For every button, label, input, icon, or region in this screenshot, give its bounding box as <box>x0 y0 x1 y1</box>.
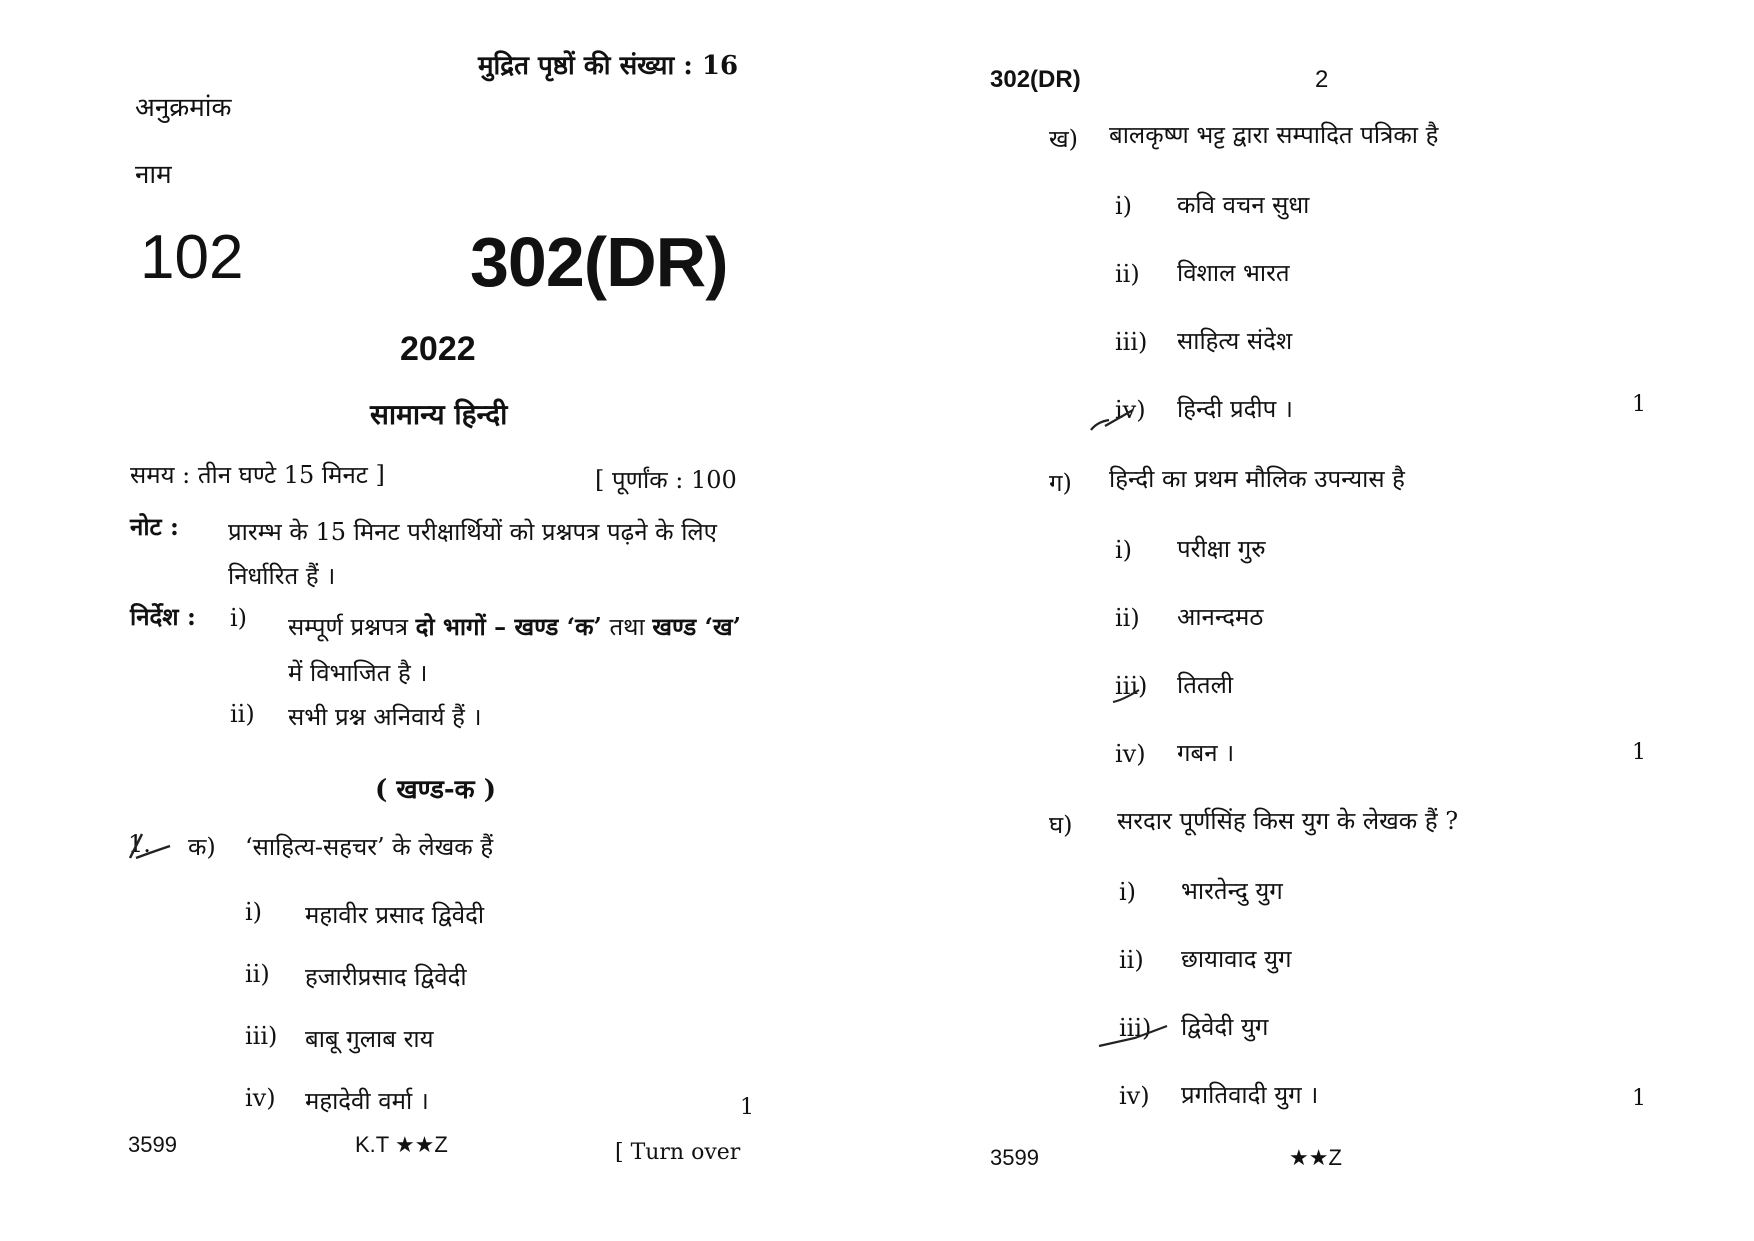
option-text: बाबू गुलाब राय <box>305 1025 434 1053</box>
option-text: प्रगतिवादी युग । <box>1181 1081 1319 1109</box>
option-text: गबन । <box>1177 739 1235 767</box>
question-text: सरदार पूर्णसिंह किस युग के लेखक हैं ? <box>1117 807 1459 835</box>
note-label: नोट : <box>130 512 179 541</box>
footer-code: 3599 <box>990 1145 1039 1170</box>
option-text: तितली <box>1177 671 1234 699</box>
pen-strike-mark <box>1087 400 1147 436</box>
pen-strike-mark <box>1095 1018 1175 1054</box>
option-number: iii) <box>1119 1014 1152 1042</box>
question-text: हिन्दी का प्रथम मौलिक उपन्यास है <box>1109 465 1405 493</box>
option-text: महादेवी वर्मा । <box>305 1087 429 1115</box>
question-mark: 1 <box>740 1095 754 1120</box>
question-text: बालकृष्ण भट्ट द्वारा सम्पादित पत्रिका है <box>1109 121 1439 149</box>
option-text: हिन्दी प्रदीप । <box>1177 395 1293 423</box>
option-text: परीक्षा गुरु <box>1177 535 1266 563</box>
footer-code: 3599 <box>128 1132 177 1157</box>
question-sub-label: क) <box>188 833 216 861</box>
pen-tick-mark <box>126 828 176 862</box>
right-page <box>877 0 1754 1241</box>
footer-series: ★★Z <box>1289 1145 1342 1170</box>
question-text: ‘साहित्य-सहचर’ के लेखक हैं <box>245 833 494 861</box>
note-text: प्रारम्भ के 15 मिनट परीक्षार्थियों को प्रश्नपत्र पढ़ने के लिए निर्धारित हैं । <box>228 518 717 590</box>
direction-2-number: ii) <box>230 700 255 728</box>
option-number: i) <box>1119 878 1137 906</box>
direction-2-text: सभी प्रश्न अनिवार्य हैं । <box>288 703 482 731</box>
exam-time: समय : तीन घण्टे 15 मिनट ] <box>130 461 385 489</box>
option-number: i) <box>1115 536 1133 564</box>
directions-label: निर्देश : <box>130 602 196 631</box>
option-number: iv) <box>245 1084 276 1112</box>
header-paper-code: 302(DR) <box>990 66 1081 93</box>
name-label: नाम <box>135 160 172 190</box>
question-sub-label: घ) <box>1049 811 1073 839</box>
option-number: iii) <box>1115 672 1148 700</box>
option-number: iii) <box>1115 328 1148 356</box>
option-number: iii) <box>245 1022 278 1050</box>
option-number: iv) <box>1115 740 1146 768</box>
direction-1-bold-2: खण्ड ‘ख’ <box>652 612 741 641</box>
direction-1-mid: तथा <box>601 613 653 641</box>
option-text: महावीर प्रसाद द्विवेदी <box>305 901 485 929</box>
subject-title: सामान्य हिन्दी <box>370 398 508 431</box>
max-marks: [ पूर्णांक : 100 <box>595 466 737 494</box>
question-mark: 1 <box>1632 740 1646 765</box>
option-text: कवि वचन सुधा <box>1177 191 1310 219</box>
question-sub-label: ग) <box>1049 469 1072 497</box>
turn-over-label: [ Turn over <box>615 1140 741 1165</box>
option-number: iv) <box>1119 1082 1150 1110</box>
option-number: ii) <box>1115 604 1140 632</box>
question-mark: 1 <box>1632 392 1646 417</box>
option-text: द्विवेदी युग <box>1181 1013 1269 1041</box>
option-text: आनन्दमठ <box>1177 603 1264 631</box>
direction-1-post: में विभाजित है । <box>288 659 428 687</box>
option-number: i) <box>1115 192 1133 220</box>
pen-tick-mark <box>1109 686 1149 706</box>
direction-1-number: i) <box>230 604 248 632</box>
option-number: ii) <box>245 960 270 988</box>
option-number: i) <box>245 898 263 926</box>
option-text: साहित्य संदेश <box>1177 327 1293 355</box>
direction-1-pre: सम्पूर्ण प्रश्नपत्र <box>288 613 416 641</box>
question-mark: 1 <box>1632 1086 1646 1111</box>
option-number: ii) <box>1115 260 1140 288</box>
exam-year: 2022 <box>400 330 476 368</box>
sequence-number: 102 <box>140 223 244 292</box>
section-heading: ( खण्ड-क ) <box>375 775 496 805</box>
option-number: ii) <box>1119 946 1144 974</box>
option-number: iv) <box>1115 396 1146 424</box>
footer-series: K.T ★★Z <box>355 1132 448 1157</box>
option-text: विशाल भारत <box>1177 259 1290 287</box>
roll-number-label: अनुक्रमांक <box>135 93 232 123</box>
question-sub-label: ख) <box>1049 125 1078 153</box>
paper-code: 302(DR) <box>470 223 728 301</box>
option-text: छायावाद युग <box>1181 945 1292 973</box>
direction-1-bold-1: दो भागों – खण्ड ‘क’ <box>415 612 602 641</box>
option-text: हजारीप्रसाद द्विवेदी <box>305 963 467 991</box>
page-number: 2 <box>1315 66 1329 93</box>
printed-pages-count: मुद्रित पृष्ठों की संख्या : 16 <box>478 51 739 81</box>
direction-1-text <box>288 604 758 696</box>
question-number: 1. <box>128 830 151 858</box>
option-text: भारतेन्दु युग <box>1181 877 1283 905</box>
